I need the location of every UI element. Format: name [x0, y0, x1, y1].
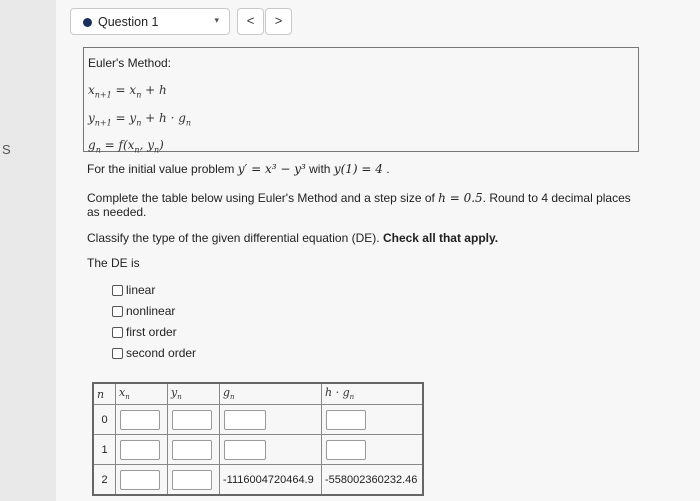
chevron-down-icon: ▾	[214, 15, 219, 25]
x2-input[interactable]	[120, 470, 160, 490]
option-nonlinear[interactable]: nonlinear	[112, 304, 175, 318]
classify-prompt: Classify the type of the given differential equation (DE). Check all that apply.	[87, 231, 499, 245]
table-header-row	[93, 383, 423, 405]
x0-input[interactable]	[120, 410, 160, 430]
g1-input[interactable]	[224, 440, 266, 460]
next-question-button[interactable]: >	[265, 8, 292, 35]
question-select[interactable]	[70, 8, 230, 35]
header-g: $g_n$	[220, 383, 322, 405]
g0-input[interactable]	[224, 410, 266, 430]
hg0-input[interactable]	[326, 410, 366, 430]
row-n: 2	[93, 465, 116, 496]
question-page	[56, 0, 700, 501]
euler-equation-y: $y_{n+1} = y_n + h \cdot g_n$	[88, 111, 192, 128]
option-second-order[interactable]: second order	[112, 346, 196, 360]
hg-cell	[322, 405, 424, 435]
side-letter: S	[2, 142, 11, 157]
checkbox-icon[interactable]	[112, 348, 123, 359]
row-n: 0	[93, 405, 116, 435]
x-cell	[116, 405, 168, 435]
x1-input[interactable]	[120, 440, 160, 460]
header-n: n	[93, 383, 116, 405]
g-cell	[220, 405, 322, 435]
instructions: Complete the table below using Euler's Method and a step size of h = 0.5. Round to 4 decimal places as needed.	[87, 191, 631, 219]
y-cell	[168, 465, 220, 496]
checkbox-icon[interactable]	[112, 306, 123, 317]
y0-input[interactable]	[172, 410, 212, 430]
x-cell	[116, 435, 168, 465]
g-cell	[220, 435, 322, 465]
g2-value: -1116004720464.9	[223, 473, 314, 486]
checkbox-icon[interactable]	[112, 285, 123, 296]
option-first-order[interactable]: first order	[112, 325, 177, 339]
euler-table	[92, 382, 424, 496]
euler-equation-x: $x_{n+1} = x_n + h$	[88, 83, 167, 100]
y1-input[interactable]	[172, 440, 212, 460]
euler-equation-g: $g_n = f(x_n$, $y_n$)	[88, 138, 164, 155]
header-y: $y_n$	[168, 383, 220, 405]
hg2-value: -558002360232.46	[325, 473, 418, 486]
de-is-label: The DE is	[87, 256, 140, 270]
row-n: 1	[93, 435, 116, 465]
table-row	[93, 465, 423, 496]
problem-statement: For the initial value problem y′ = x³ − y³ with y(1) = 4 .	[87, 162, 390, 176]
hg-cell	[322, 465, 424, 496]
table-row	[93, 435, 423, 465]
checkbox-icon[interactable]	[112, 327, 123, 338]
question-select-label: Question 1	[98, 15, 159, 29]
table-row	[93, 405, 423, 435]
hg-cell	[322, 435, 424, 465]
y-cell	[168, 435, 220, 465]
previous-question-button[interactable]: <	[237, 8, 264, 35]
header-hg: $h \cdot g_n$	[322, 383, 424, 405]
euler-title: Euler's Method:	[88, 56, 171, 70]
hg1-input[interactable]	[326, 440, 366, 460]
euler-method-box	[83, 47, 639, 155]
status-dot-icon	[83, 18, 92, 27]
y-cell	[168, 405, 220, 435]
x-cell	[116, 465, 168, 496]
header-x: $x_n$	[116, 383, 168, 405]
y2-input[interactable]	[172, 470, 212, 490]
g-cell	[220, 465, 322, 496]
option-linear[interactable]: linear	[112, 283, 155, 297]
